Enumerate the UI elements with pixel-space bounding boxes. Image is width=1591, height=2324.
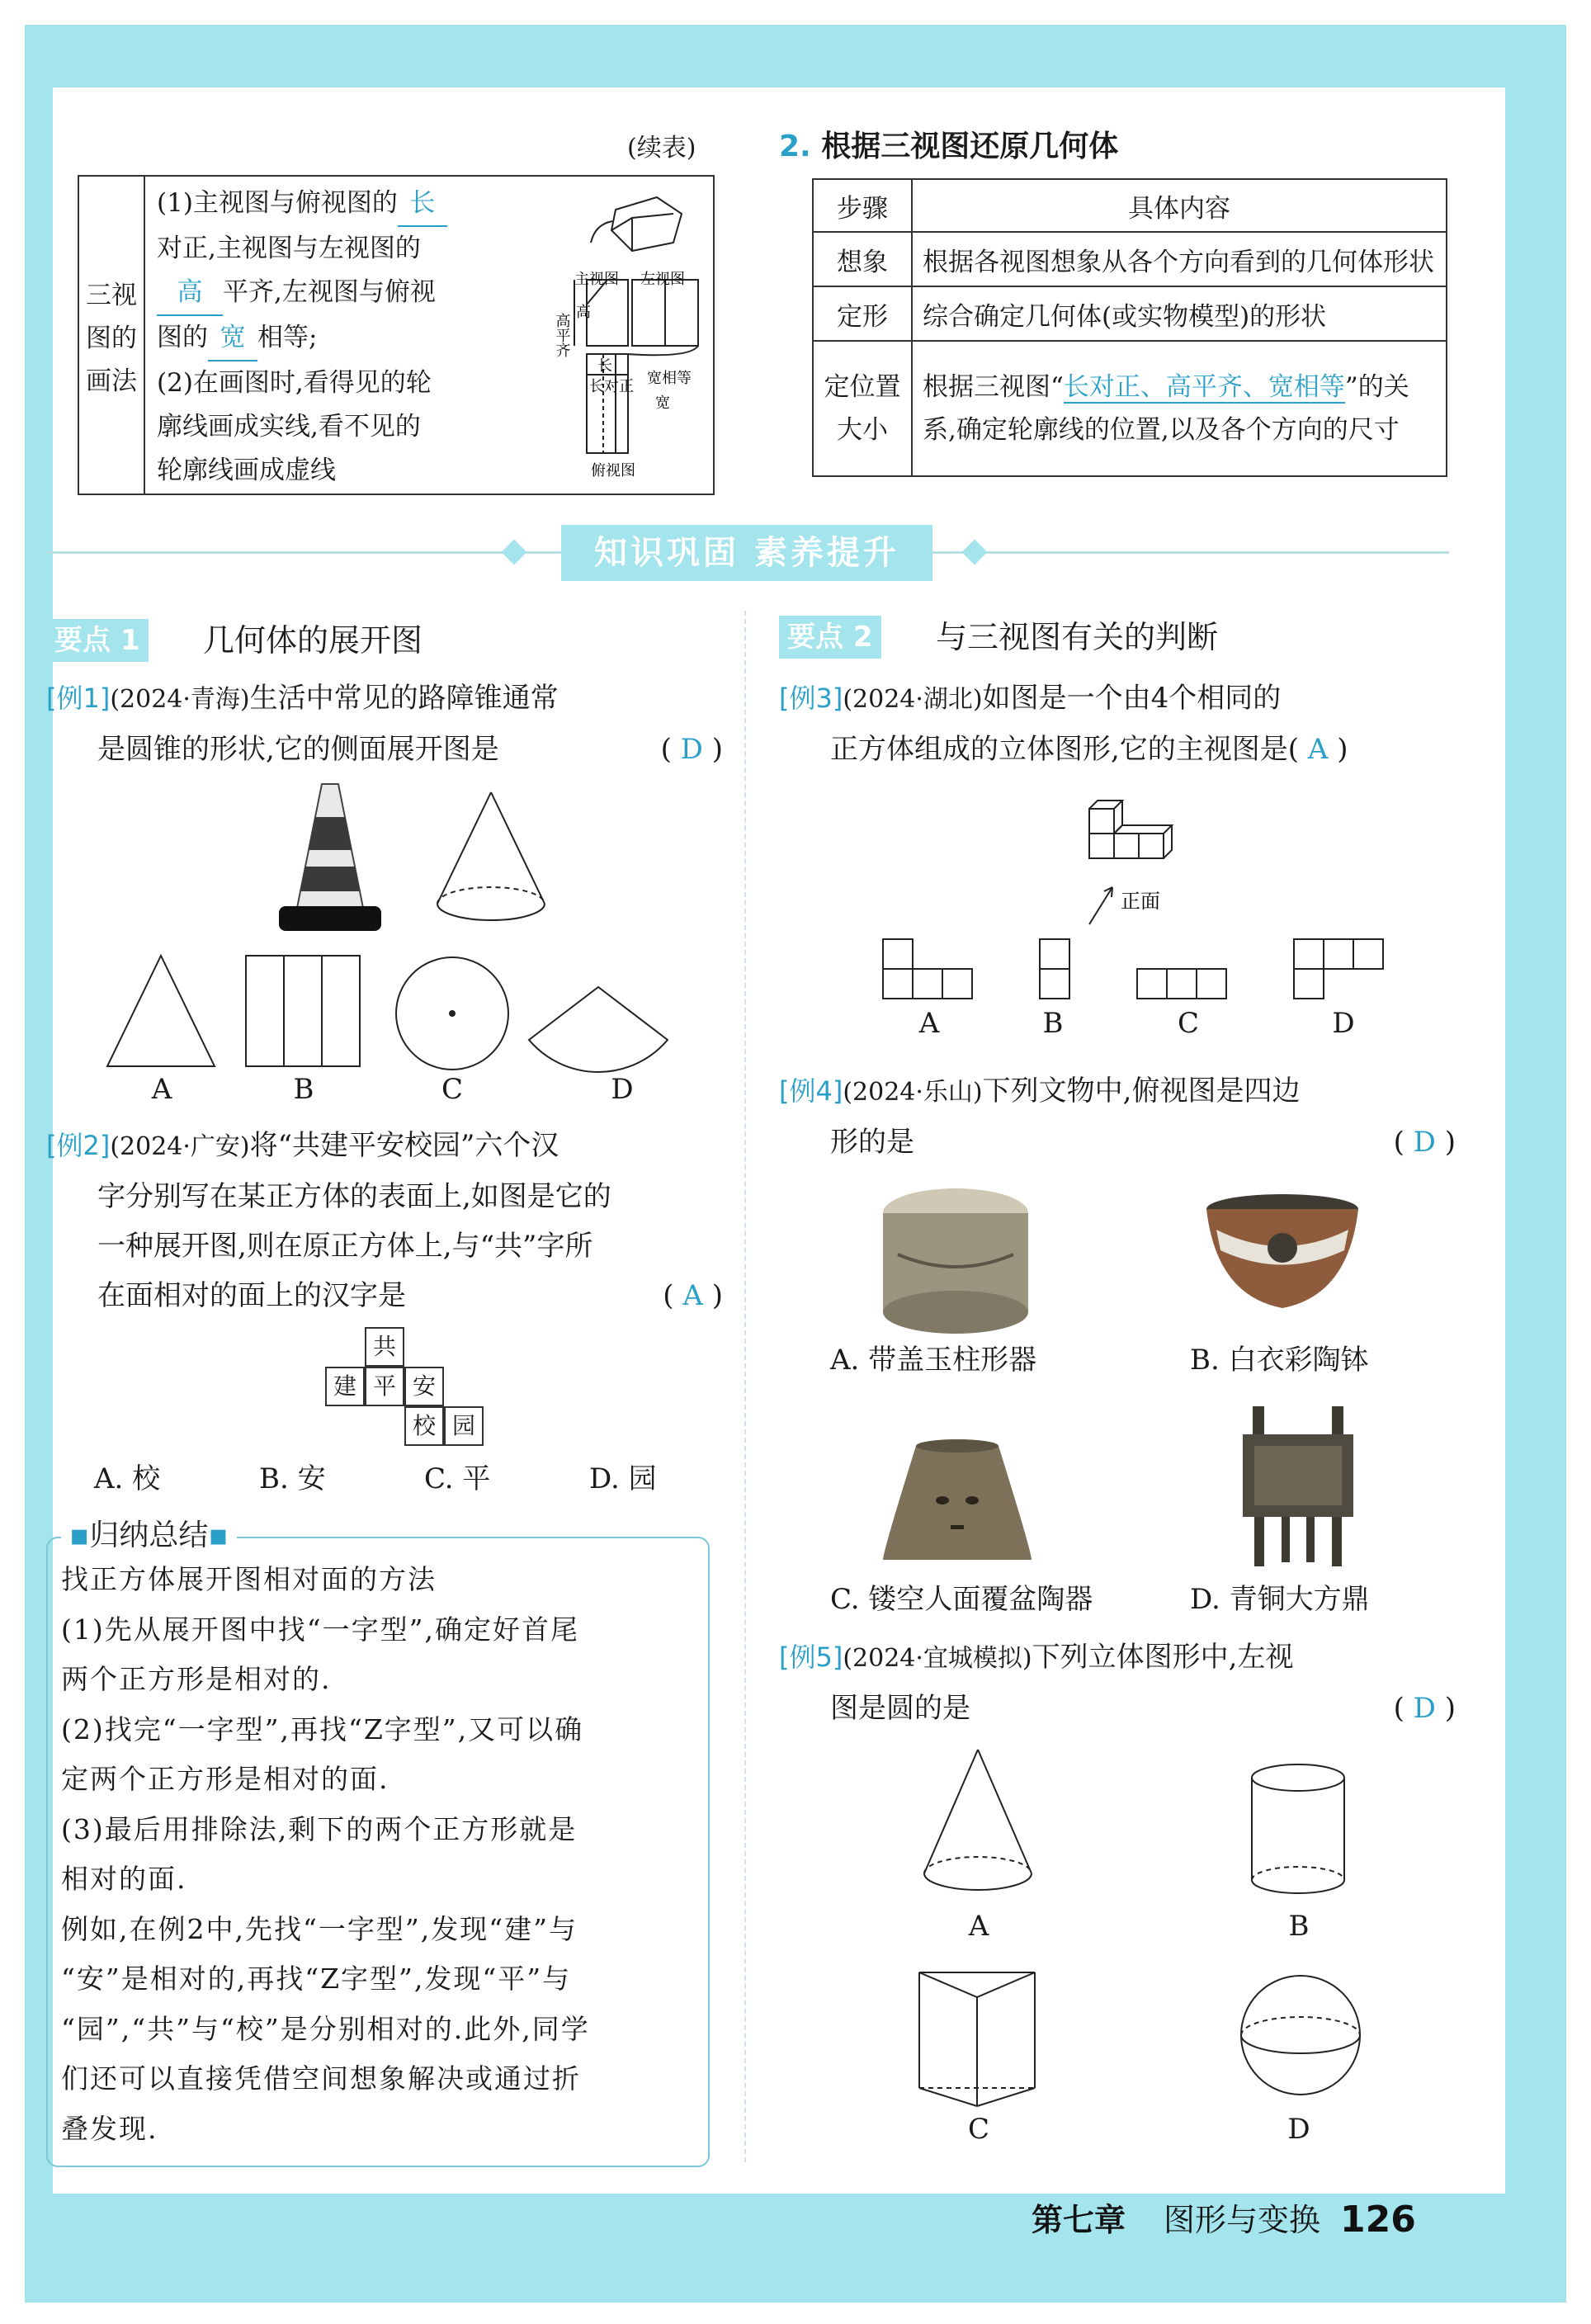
ex2-option-a: A. 校 bbox=[94, 1462, 161, 1495]
summary-line-4: (2)找完“一字型”,再找“Z字型”,又可以确 bbox=[61, 1712, 584, 1745]
ex3-text-2: 正方体组成的立体图形,它的主视图是( bbox=[830, 733, 1300, 766]
row-label-cell bbox=[79, 177, 145, 494]
summary-line-2: (1)先从展开图中找“一字型”,确定好首尾 bbox=[61, 1613, 579, 1646]
rule-line-7: 轮廓线画成虚线 bbox=[157, 456, 336, 485]
ex1-text-1: 生活中常见的路障锥通常 bbox=[249, 682, 559, 715]
ex2-option-c: C. 平 bbox=[424, 1462, 491, 1495]
summary-line-7: 相对的面. bbox=[61, 1863, 187, 1895]
summary-line-9: “安”是相对的,再找“Z字型”,发现“平”与 bbox=[61, 1963, 572, 1995]
option-d-sector bbox=[529, 987, 668, 1072]
ex5-source: (2024·宜城模拟) bbox=[843, 1644, 1032, 1673]
ex2-line-4: 在面相对的面上的汉字是 bbox=[97, 1279, 406, 1312]
rule-line-1: (1)主视图与俯视图的 长 bbox=[157, 182, 553, 227]
net-cell-xiao: 校 bbox=[404, 1406, 444, 1446]
ex4-source: (2024·乐山) bbox=[843, 1078, 983, 1107]
ex1-option-b: B bbox=[293, 1073, 314, 1106]
ex3-option-c: C bbox=[1177, 1007, 1199, 1040]
ex5-option-d: D bbox=[1287, 2113, 1310, 2146]
face-pottery-image bbox=[875, 1436, 1040, 1576]
example-4 bbox=[779, 1066, 1456, 1167]
label-high-level: 高平齐 bbox=[553, 313, 571, 357]
ex1-label: [例1] bbox=[46, 683, 111, 714]
summary-title: ▪归纳总结▪ bbox=[61, 1515, 237, 1556]
footer-chapter-title: 图形与变换 bbox=[1164, 2202, 1321, 2238]
ex2-source: (2024·广安) bbox=[110, 1132, 250, 1161]
ex1-answer: D bbox=[680, 733, 703, 766]
rule-line-6: 廓线画成实线,看不见的 bbox=[157, 412, 421, 442]
answer-high: 高 bbox=[157, 271, 223, 316]
pottery-bowl-image bbox=[1200, 1188, 1365, 1320]
three-view-diagram bbox=[553, 185, 706, 482]
answer-wide: 宽 bbox=[208, 316, 257, 361]
front-label: 正面 bbox=[1121, 890, 1160, 913]
net-cell-jian: 建 bbox=[325, 1367, 365, 1406]
column-divider bbox=[744, 611, 746, 2162]
section-title: 知识巩固 素养提升 bbox=[561, 525, 932, 581]
ex4-text-1: 下列文物中,俯视图是四边 bbox=[982, 1075, 1301, 1108]
example-2 bbox=[46, 1121, 723, 1320]
page-number: 126 bbox=[1340, 2199, 1416, 2241]
summary-line-3: 两个正方形是相对的. bbox=[61, 1663, 332, 1695]
key-point-title-2: 与三视图有关的判断 bbox=[936, 619, 1219, 655]
step-imagine: 想象 bbox=[813, 232, 912, 286]
label-top-view: 俯视图 bbox=[591, 462, 635, 479]
ex4-option-c: C. 镂空人面覆盆陶器 bbox=[830, 1583, 1093, 1616]
bottom-color-band bbox=[25, 2194, 1565, 2303]
top-right-heading bbox=[779, 124, 1118, 170]
ex5-cone-figure bbox=[916, 1741, 1040, 1906]
cone-figure bbox=[429, 784, 553, 933]
summary-text bbox=[61, 1555, 696, 2154]
ex5-answer-bracket: ( D ) bbox=[1393, 1692, 1456, 1725]
summary-line-11: 们还可以直接凭借空间想象解决或通过折 bbox=[61, 2062, 581, 2095]
label-front-view: 主视图 bbox=[574, 271, 619, 288]
ex5-sphere-figure bbox=[1235, 1961, 1367, 2109]
net-cell-gong: 共 bbox=[365, 1327, 404, 1367]
label-high: 高 bbox=[576, 304, 591, 321]
ex2-option-d: D. 园 bbox=[589, 1462, 657, 1495]
option-b-rectangle bbox=[246, 956, 360, 1066]
net-cell-yuan: 园 bbox=[444, 1406, 484, 1446]
ex3-answer: A bbox=[1307, 733, 1329, 766]
key-point-title-1: 几何体的展开图 bbox=[203, 622, 423, 659]
answer-rule: 长对正、高平齐、宽相等 bbox=[1063, 372, 1345, 402]
ex1-option-d: D bbox=[611, 1073, 634, 1106]
label-wide-equal: 宽相等 bbox=[647, 370, 692, 387]
key-point-tag-1: 要点 1 bbox=[46, 619, 149, 662]
rule-line-2: 对正,主视图与左视图的 bbox=[157, 234, 421, 263]
summary-line-1: 找正方体展开图相对面的方法 bbox=[61, 1563, 437, 1595]
ex3-label: [例3] bbox=[779, 683, 843, 714]
ex1-option-a: A bbox=[151, 1073, 172, 1106]
option-a-triangle bbox=[107, 956, 215, 1066]
summary-line-12: 叠发现. bbox=[61, 2112, 158, 2145]
ex3-option-d: D bbox=[1332, 1007, 1355, 1040]
ex3-source: (2024·湖北) bbox=[843, 685, 983, 714]
stacked-cubes-figure bbox=[1073, 792, 1205, 933]
ex4-answer: D bbox=[1413, 1126, 1436, 1159]
label-left-view: 左视图 bbox=[640, 271, 685, 288]
ex2-answer-bracket: ( A ) bbox=[663, 1279, 723, 1312]
label-long-align: 长对正 bbox=[589, 378, 634, 395]
summary-line-8: 例如,在例2中,先找“一字型”,发现“建”与 bbox=[61, 1912, 578, 1945]
footer-chapter: 第七章 bbox=[1032, 2202, 1126, 2238]
ex5-label: [例5] bbox=[779, 1641, 843, 1673]
rule-line-5: (2)在画图时,看得见的轮 bbox=[157, 368, 432, 398]
row-label: 三视图的画法 bbox=[86, 281, 137, 396]
top-color-band bbox=[25, 25, 1565, 87]
step-position: 定位置大小 bbox=[813, 341, 912, 476]
example-1 bbox=[46, 673, 723, 774]
ex1-answer-bracket: ( D ) bbox=[660, 733, 723, 766]
ex4-option-b: B. 白衣彩陶钵 bbox=[1190, 1344, 1369, 1377]
ex3-option-a: A bbox=[918, 1007, 940, 1040]
ex2-option-b: B. 安 bbox=[259, 1462, 326, 1495]
traffic-cone-image bbox=[272, 776, 388, 934]
summary-line-6: (3)最后用排除法,剩下的两个正方形就是 bbox=[61, 1812, 578, 1845]
ex5-option-b: B bbox=[1288, 1910, 1310, 1943]
ex5-option-c: C bbox=[967, 2113, 989, 2146]
restore-steps-table bbox=[812, 178, 1447, 477]
key-point-tag-2: 要点 2 bbox=[779, 616, 881, 659]
ex2-line-2: 字分别写在某正方体的表面上,如图是它的 bbox=[97, 1180, 611, 1213]
continued-label: (续表) bbox=[627, 134, 696, 163]
ex2-answer: A bbox=[682, 1279, 703, 1312]
ex1-option-c: C bbox=[441, 1073, 463, 1106]
jade-cylinder-image bbox=[873, 1180, 1038, 1337]
net-cell-an: 安 bbox=[404, 1367, 444, 1406]
rule-line-3: 高 平齐,左视图与俯视 bbox=[157, 271, 553, 316]
ex3-option-b: B bbox=[1042, 1007, 1064, 1040]
ex5-text-2: 图是圆的是 bbox=[830, 1692, 970, 1725]
ex3-answer-bracket: A ) bbox=[1307, 733, 1348, 766]
ex4-option-d: D. 青铜大方鼎 bbox=[1190, 1583, 1370, 1616]
content-shape: 综合确定几何体(或实物模型)的形状 bbox=[912, 286, 1447, 341]
ex1-text-2: 是圆锥的形状,它的侧面展开图是 bbox=[97, 733, 499, 766]
content-imagine: 根据各视图想象从各个方向看到的几何体形状 bbox=[912, 232, 1447, 286]
content-position: 根据三视图“长对正、高平齐、宽相等”的关系,确定轮廓线的位置,以及各个方向的尺寸 bbox=[912, 341, 1447, 476]
ex1-options-figures bbox=[99, 949, 677, 1073]
label-wide: 宽 bbox=[655, 394, 670, 412]
ex4-text-2: 形的是 bbox=[830, 1126, 914, 1159]
drawing-rules-text bbox=[157, 182, 553, 493]
right-color-band bbox=[1505, 25, 1566, 2303]
ex3-options-figures bbox=[875, 938, 1411, 1004]
ex3-text-1: 如图是一个由4个相同的 bbox=[982, 682, 1282, 715]
step-shape: 定形 bbox=[813, 286, 912, 341]
ex2-line-1: 将“共建平安校园”六个汉 bbox=[249, 1129, 559, 1162]
net-cell-ping: 平 bbox=[365, 1367, 404, 1406]
ex5-option-a: A bbox=[968, 1910, 989, 1943]
bronze-ding-image bbox=[1236, 1400, 1360, 1573]
ex4-answer-bracket: ( D ) bbox=[1393, 1126, 1456, 1159]
ex5-text-1: 下列立体图形中,左视 bbox=[1032, 1641, 1294, 1674]
heading-title: 根据三视图还原几何体 bbox=[821, 130, 1119, 163]
heading-number: 2. bbox=[779, 130, 811, 163]
ex1-source: (2024·青海) bbox=[110, 685, 250, 714]
summary-line-10: “园”,“共”与“校”是分别相对的.此外,同学 bbox=[61, 2012, 590, 2045]
cube-net bbox=[325, 1327, 484, 1446]
example-5 bbox=[779, 1632, 1456, 1733]
continued-table bbox=[78, 175, 715, 495]
ex2-line-3: 一种展开图,则在原正方体上,与“共”字所 bbox=[97, 1230, 593, 1263]
ex5-answer: D bbox=[1413, 1692, 1436, 1725]
ex4-label: [例4] bbox=[779, 1075, 843, 1107]
header-step: 步骤 bbox=[813, 179, 912, 232]
ex5-cylinder-figure bbox=[1244, 1758, 1352, 1906]
answer-long: 长 bbox=[398, 182, 447, 227]
ex4-option-a: A. 带盖玉柱形器 bbox=[830, 1344, 1037, 1377]
ex2-label: [例2] bbox=[46, 1130, 111, 1161]
header-content: 具体内容 bbox=[912, 179, 1447, 232]
example-3 bbox=[779, 673, 1456, 774]
summary-line-5: 定两个正方形是相对的面. bbox=[61, 1763, 389, 1795]
ex5-prism-figure bbox=[911, 1956, 1051, 2113]
rule-line-4: 图的 宽 相等; bbox=[157, 316, 553, 361]
label-long: 长 bbox=[597, 357, 612, 375]
